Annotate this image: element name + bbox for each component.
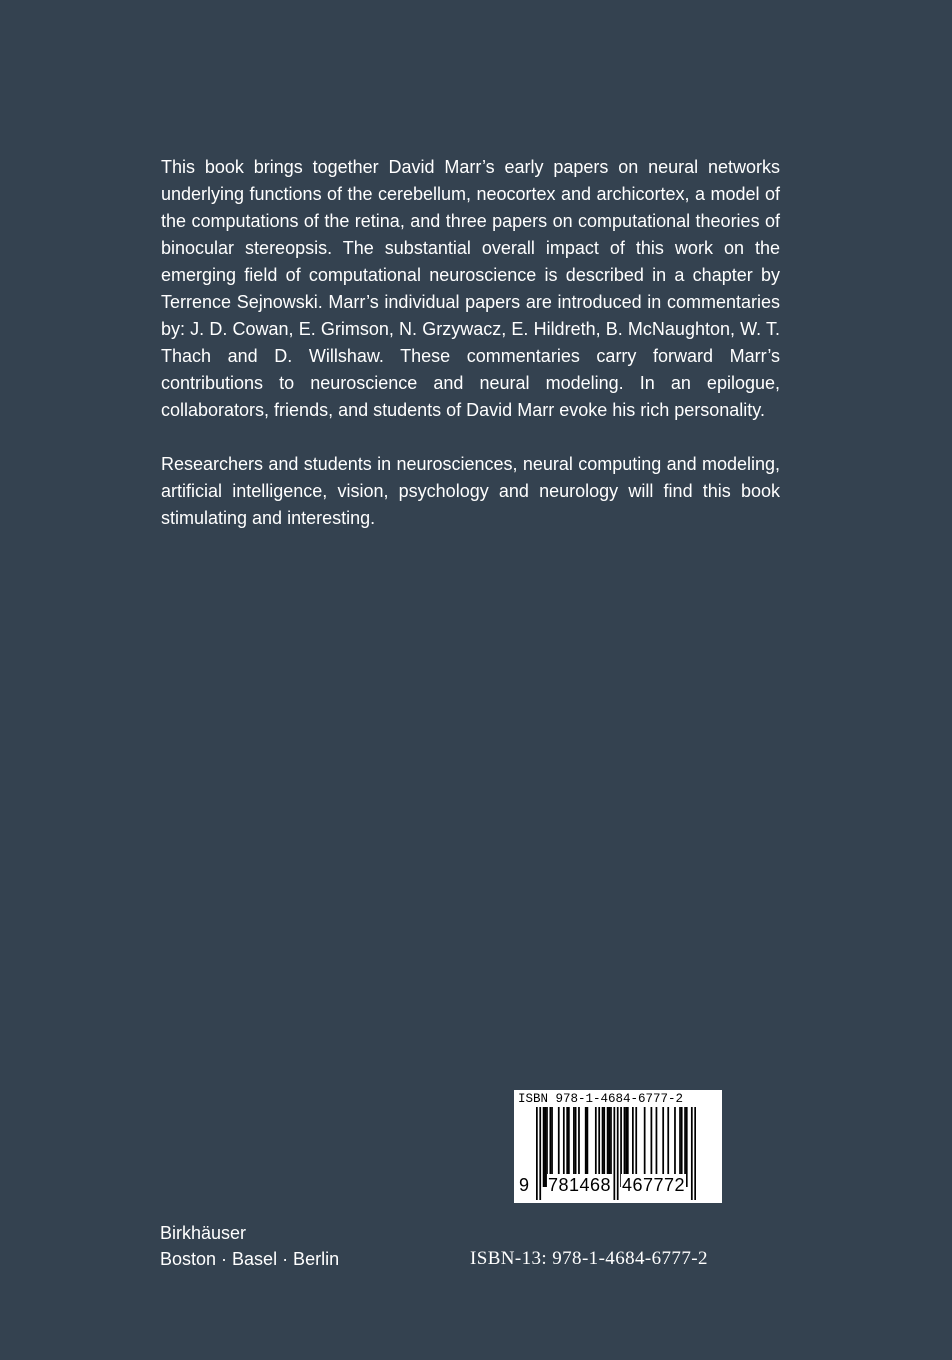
barcode-bar xyxy=(543,1107,545,1187)
isbn-barcode xyxy=(514,1090,722,1203)
barcode-isbn-label: ISBN 978-1-4684-6777-2 xyxy=(518,1092,684,1106)
publisher-block xyxy=(160,1220,339,1272)
barcode-digits-right: 467772 xyxy=(622,1175,686,1195)
barcode-digit-first: 9 xyxy=(519,1175,530,1195)
barcode-bar xyxy=(617,1107,619,1200)
barcode-bar xyxy=(539,1107,541,1200)
isbn-13: ISBN-13: 978-1-4684-6777-2 xyxy=(470,1248,708,1269)
barcode-bar xyxy=(544,1107,546,1187)
barcode-bar xyxy=(536,1107,538,1200)
barcode-digits-left: 781468 xyxy=(548,1175,612,1195)
back-cover-blurb xyxy=(161,154,780,532)
barcode-bar xyxy=(691,1107,693,1200)
barcode-bar xyxy=(686,1107,688,1187)
blurb-paragraph-2: Researchers and students in neurosciences, neural computing and modeling, artificial intelligence, vision, psychology and neurology will find this book stimulating and interesting. xyxy=(161,454,780,528)
publisher-cities: Boston · Basel · Berlin xyxy=(160,1249,340,1269)
barcode-bar xyxy=(613,1107,615,1200)
blurb-paragraph-1: This book brings together David Marr’s early papers on neural networks underlying functions of the cerebellum, neocortex and archicortex, a model of the computations of the retina, and three papers on computational theories of binocular stereopsis. The substantial overall impact of this work on the emerging field of computational neuroscience is described in a chapter by Terrence Sejnowski. Marr’s individual papers are introduced in commentaries by: J. D. Cowan, E. Grimson, N. Grzywacz, E. Hildreth, B. McNaughton, W. T. Thach and D. Willshaw. These commentaries carry forward Marr’s contributions to neuroscience and neural modeling. In an epilogue, collaborators, friends, and students of David Marr evoke his rich personality. xyxy=(161,157,780,420)
publisher-name: Birkhäuser xyxy=(160,1223,247,1243)
barcode-bar xyxy=(694,1107,696,1200)
